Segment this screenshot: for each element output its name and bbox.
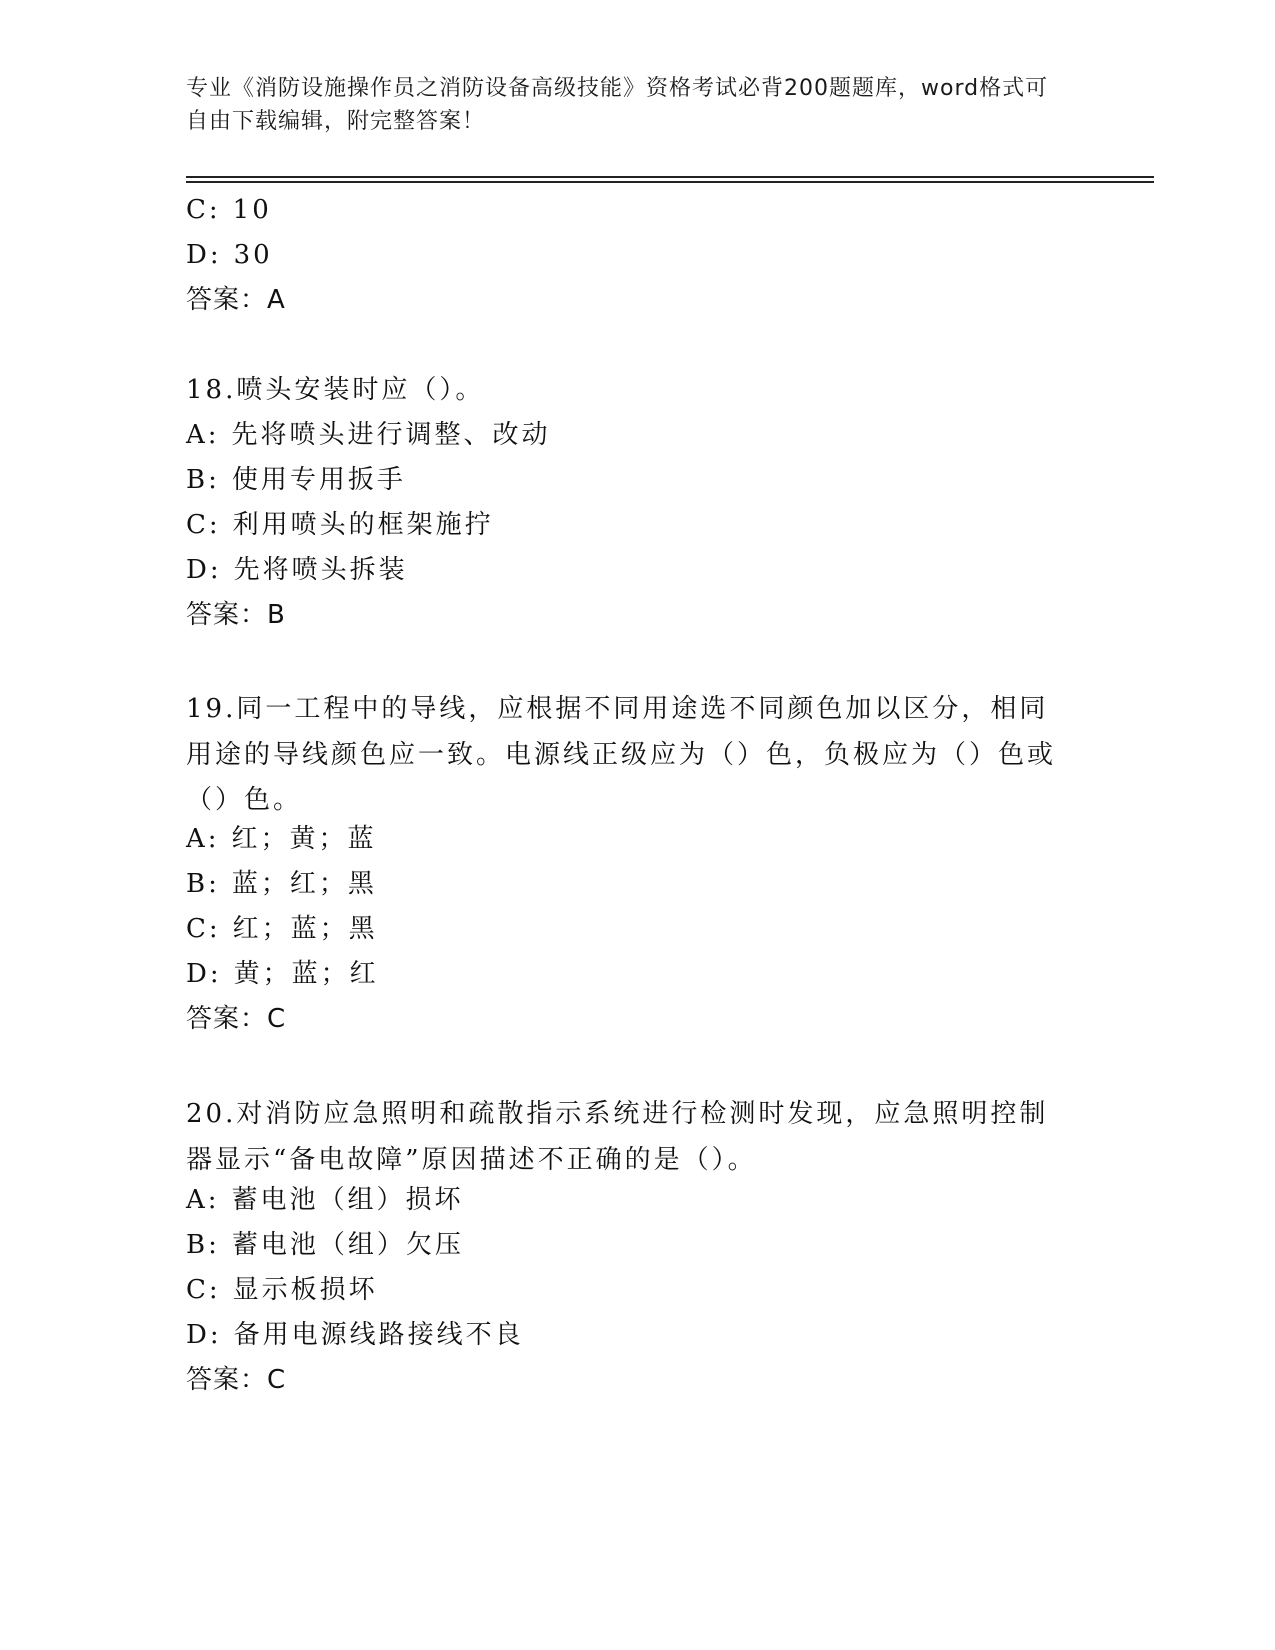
option-letter: D: [186, 240, 222, 270]
q18-option-d [186, 553, 408, 587]
option-letter: B: [186, 465, 220, 495]
q18-question: 18.喷头安装时应（）。 [186, 375, 485, 405]
option-text: 30 [233, 240, 273, 270]
q18-answer: 答案：B [186, 600, 286, 630]
option-letter: A: [186, 1185, 220, 1215]
option-text: 使用专用扳手 [231, 465, 406, 495]
q20-option-a [186, 1183, 464, 1217]
q19-option-a [186, 822, 377, 856]
option-letter: A: [186, 824, 220, 854]
option-text: 黄；蓝；红 [233, 959, 379, 989]
q20-option-d [186, 1318, 524, 1352]
option-text: 利用喷头的框架施拧 [232, 510, 494, 540]
option-letter: C: [186, 914, 221, 944]
option-text: 蓄电池（组）欠压 [231, 1230, 464, 1260]
option-letter: C: [186, 195, 221, 225]
q17-option-d [186, 238, 273, 272]
q19-answer: 答案：C [186, 1004, 287, 1034]
header-divider-bottom [186, 181, 1154, 183]
option-letter: B: [186, 1230, 220, 1260]
option-letter: C: [186, 510, 221, 540]
option-letter: D: [186, 1320, 222, 1350]
q20-option-b [186, 1228, 464, 1262]
option-text: 10 [232, 195, 272, 225]
option-text: 蓝；红；黑 [231, 869, 377, 899]
q19-question: 19.同一工程中的导线，应根据不同用途选不同颜色加以区分，相同用途的导线颜色应一致。电源线正级应为（）色，负极应为（）色或（）色。 [186, 694, 1057, 815]
option-text: 先将喷头拆装 [233, 555, 408, 585]
option-text: 显示板损坏 [232, 1275, 378, 1305]
option-letter: D: [186, 959, 222, 989]
q17-answer: 答案：A [186, 285, 286, 315]
q18-option-c [186, 508, 494, 542]
q20-answer: 答案：C [186, 1365, 287, 1395]
q19-option-c [186, 912, 378, 946]
q20-option-c [186, 1273, 378, 1307]
option-text: 先将喷头进行调整、改动 [231, 420, 551, 450]
option-text: 备用电源线路接线不良 [233, 1320, 524, 1350]
header-divider-top [186, 176, 1154, 178]
q19-option-d [186, 957, 379, 991]
option-letter: A: [186, 420, 220, 450]
q19-option-b [186, 867, 377, 901]
option-letter: C: [186, 1275, 221, 1305]
option-letter: D: [186, 555, 222, 585]
option-text: 红；黄；蓝 [231, 824, 377, 854]
q18-option-b [186, 463, 406, 497]
q18-option-a [186, 418, 551, 452]
q20-question: 20.对消防应急照明和疏散指示系统进行检测时发现，应急照明控制器显示“备电故障”原因描述不正确的是（）。 [186, 1099, 1049, 1175]
option-letter: B: [186, 869, 220, 899]
q17-option-c [186, 193, 272, 227]
option-text: 红；蓝；黑 [232, 914, 378, 944]
option-text: 蓄电池（组）损坏 [231, 1185, 464, 1215]
document-header: 专业《消防设施操作员之消防设备高级技能》资格考试必背200题题库，word格式可自由下载编辑，附完整答案！ [186, 76, 1049, 134]
